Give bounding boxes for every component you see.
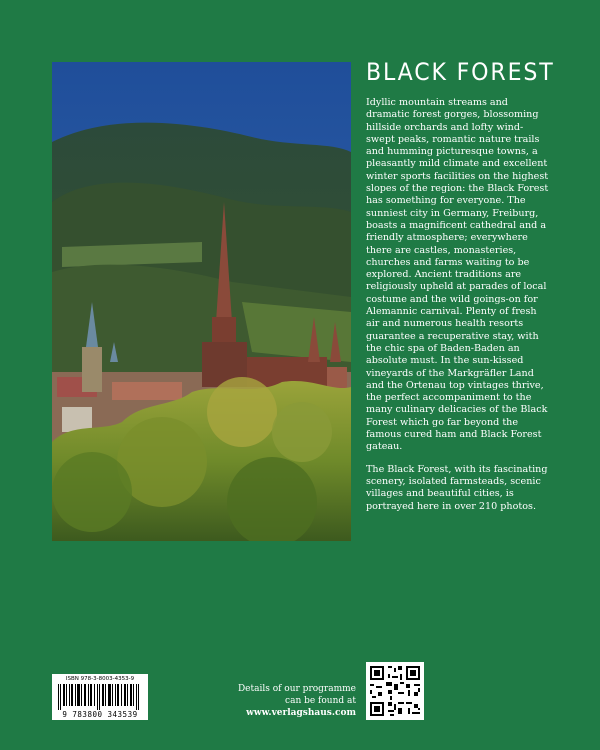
book-title: BLACK FOREST [366,58,555,86]
details-line-1: Details of our programme [237,684,356,694]
blurb-paragraph-1: Idyllic mountain streams and dramatic forest gorges, blossoming hillside orchards and lofty wind-swept peaks, romantic nature trails and humming picturesque towns, a pleasantly mild climate and excellent winter sports facilities on the highest slopes of the region: the Black Forest has something for everyone. The sunniest city in Germany, Freiburg, boasts a magnificent cathedral and a friendly atmosphere; everywhere there are castles, monasteries, churches and farms waiting to be explored. Ancient traditions are religiously upheld at parades of local costume and the wild goings-on for Alemannic carnival. Plenty of fresh air and numerous health resorts guarantee a recuperative stay, with the chic spa of Baden-Baden an absolute must. In the sun-kissed vineyards of the Markgräfler Land and the Ortenau top vintages thrive, the perfect accompaniment to the many culinary delicacies of the Black Forest which go far beyond the famous cured ham and Black Forest gateau. [366,97,549,453]
qr-code[interactable] [366,662,424,720]
qr-code-icon [366,662,424,720]
barcode-number: 9 783800 343539 [62,710,138,719]
details-line-2: can be found at [285,696,356,706]
blurb-paragraph-2: The Black Forest, with its fascinating scenery, isolated farmsteads, scenic villages and beautiful cities, is portrayed here in over 210 photos. [366,463,548,512]
isbn-label: ISBN 978-3-8003-4353-9 [65,676,135,682]
publisher-url[interactable]: www.verlagshaus.com [246,708,356,718]
cover-photo [52,62,351,541]
publisher-details [226,683,356,719]
blurb [366,97,550,513]
isbn-barcode [52,674,148,720]
barcode-icon [58,684,142,710]
freiburg-cathedral-photo [52,62,351,541]
